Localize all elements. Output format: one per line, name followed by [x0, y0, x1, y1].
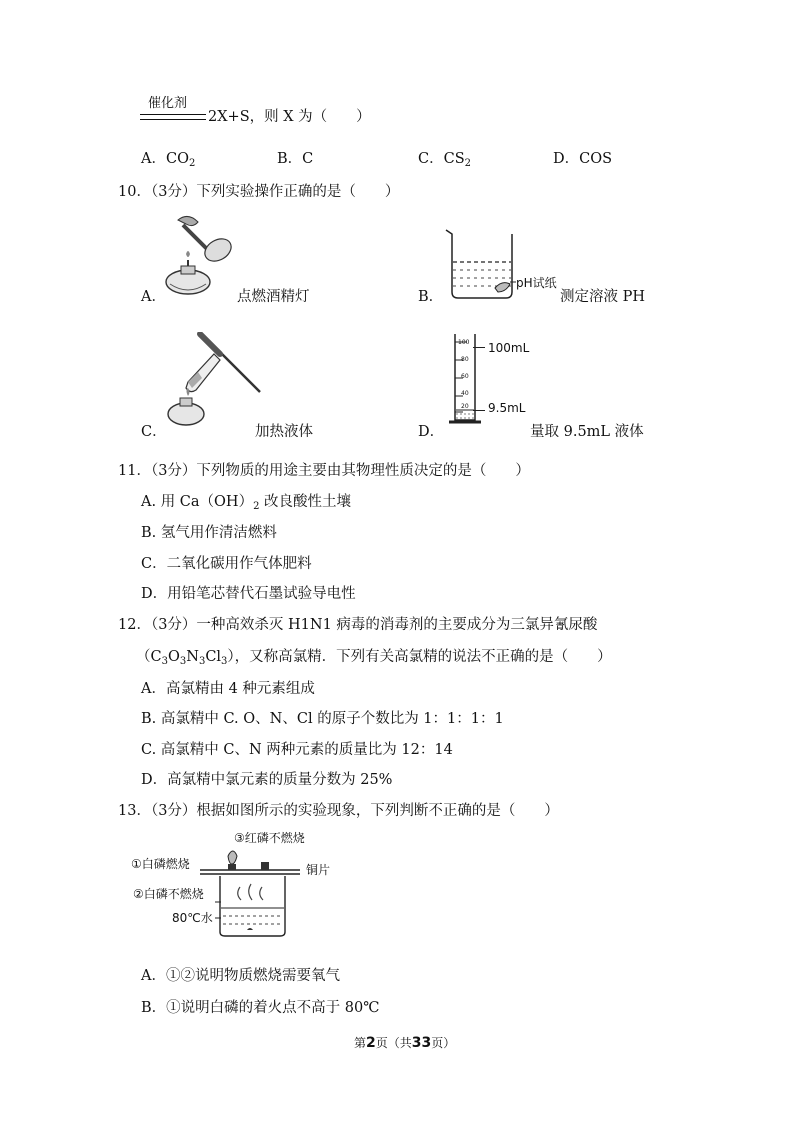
q11-option-b: B. 氢气用作清洁燃料	[141, 525, 277, 541]
q9-equal-sign	[140, 114, 206, 120]
q9-option-a: A．$CO_2$	[141, 151, 196, 169]
q12-option-a: A．高氯精由 4 种元素组成	[141, 681, 315, 697]
q10-figure-b-beaker	[440, 222, 580, 302]
q10-figure-d-tick-20: 20	[461, 403, 469, 410]
q10-option-d-caption: 量取 9.5mL 液体	[530, 424, 644, 440]
q11-option-a: A. 用 $Ca(OH)_2$ 改良酸性土壤	[141, 494, 352, 512]
q10-option-d-letter: D．	[418, 424, 445, 440]
q13-option-a: A．①②说明物质燃烧需要氧气	[141, 968, 340, 984]
q10-figure-d-tick-100: 100	[458, 339, 470, 346]
q13-option-b: B．①说明白磷的着火点不高于 80℃	[141, 1000, 380, 1016]
q9-option-b: B．C	[277, 151, 314, 167]
q13-figure-combustion-apparatus	[195, 842, 305, 942]
q10-figure-b-ph-paper-label: pH试纸	[516, 276, 557, 290]
q10-stem: 10．（3分）下列实验操作正确的是（ ）	[118, 184, 400, 200]
q9-option-c: C．$CS_2$	[418, 151, 472, 169]
q13-stem: 13．（3分）根据如图所示的实验现象，下列判断不正确的是（ ）	[118, 803, 559, 819]
q10-figure-d-tick-60: 60	[461, 373, 469, 380]
q10-option-c-letter: C．	[141, 424, 167, 440]
q12-option-c: C. 高氯精中 C、N 两种元素的质量比为 12：14	[141, 742, 453, 758]
q13-label-copper-sheet: 铜片	[306, 863, 331, 877]
q10-figure-d-tick-80: 80	[461, 356, 469, 363]
q13-label-red-phosphorus: ③红磷不燃烧	[234, 831, 305, 845]
q10-option-c-caption: 加热液体	[255, 424, 313, 440]
q13-label-white-phosphorus-no-burn: ②白磷不燃烧	[133, 887, 204, 901]
q10-option-a-letter: A．	[141, 289, 166, 305]
q9-option-d: D．COS	[553, 151, 613, 167]
q13-label-white-phosphorus-burns: ①白磷燃烧	[131, 857, 190, 871]
page-footer: 第2页（共33页）	[354, 1035, 456, 1051]
q10-option-b-caption: 测定溶液 PH	[560, 289, 646, 305]
q10-figure-d-label-100ml: 100mL	[488, 341, 530, 355]
q13-label-hot-water: 80℃水	[172, 911, 213, 925]
q12-formula-line: $(C_3O_3N_3Cl_3)$，又称高氯精．下列有关高氯精的说法不正确的是（ ）	[136, 649, 612, 667]
q10-figure-a-alcohol-lamp	[158, 210, 248, 300]
q9-catalyst-label: 催化剂	[148, 96, 188, 111]
q12-stem: 12．（3分）一种高效杀灭 H1N1 病毒的消毒剂的主要成分为三氯异氰尿酸	[118, 617, 598, 633]
q10-figure-d-pointer-100	[473, 347, 485, 348]
q12-option-b: B. 高氯精中 C. O、N、Cl 的原子个数比为 1：1：1：1	[141, 711, 504, 727]
q10-figure-c-heating-liquid	[160, 332, 270, 432]
q11-option-d: D．用铅笔芯替代石墨试验导电性	[141, 586, 356, 602]
q11-option-c: C．二氧化碳用作气体肥料	[141, 556, 312, 572]
q11-stem: 11．（3分）下列物质的用途主要由其物理性质决定的是（ ）	[118, 463, 530, 479]
q10-option-a-caption: 点燃酒精灯	[237, 289, 310, 305]
q10-option-b-letter: B．	[418, 289, 444, 305]
q12-option-d: D．高氯精中氯元素的质量分数为 25%	[141, 772, 393, 788]
q9-equation-tail: 2X+S，则 X 为（ ）	[208, 109, 371, 125]
q10-figure-d-label-9-5ml: 9.5mL	[488, 401, 526, 415]
q10-figure-d-pointer-9-5	[473, 410, 485, 411]
q10-figure-d-tick-40: 40	[461, 390, 469, 397]
